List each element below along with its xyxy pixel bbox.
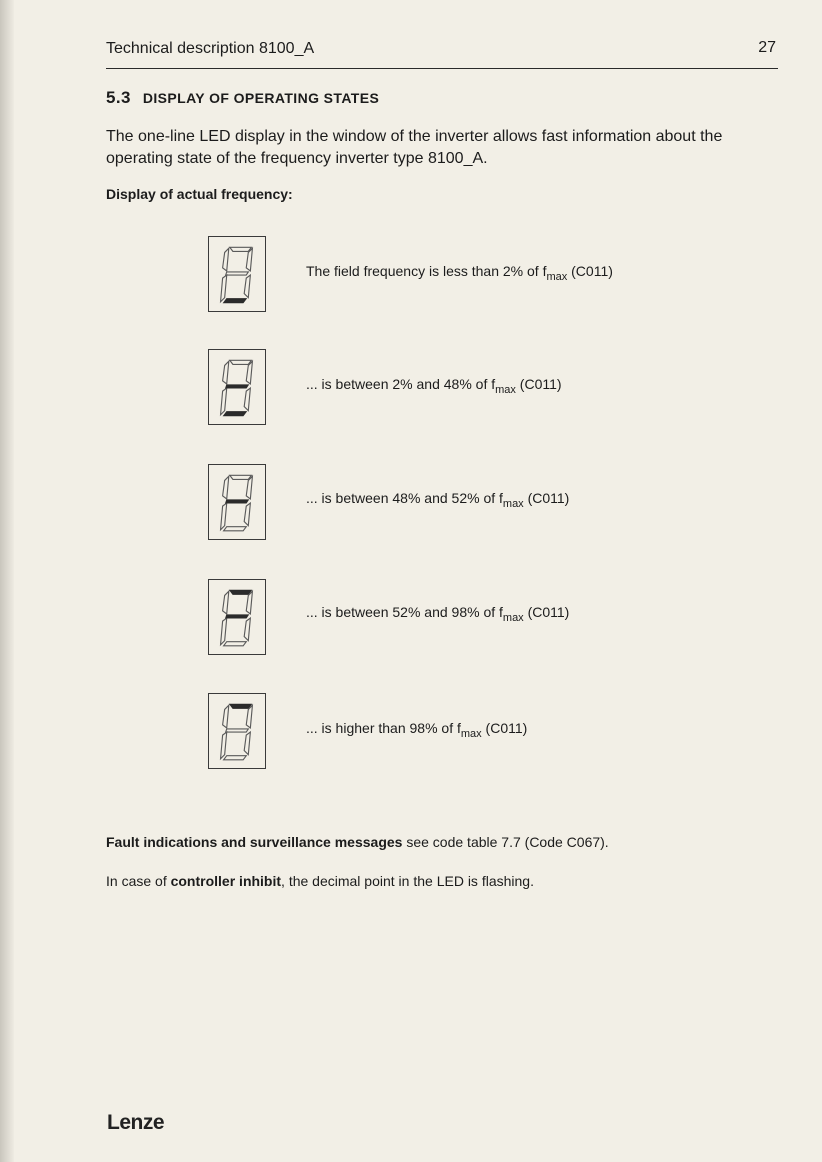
segment-e bbox=[221, 732, 227, 759]
segment-c bbox=[244, 388, 250, 411]
segment-d bbox=[224, 527, 247, 531]
header-title: Technical description 8100_A bbox=[106, 40, 315, 57]
row-text-4 bbox=[306, 720, 527, 740]
segment-a bbox=[230, 704, 252, 708]
segment-d bbox=[224, 756, 247, 760]
led-display-3 bbox=[208, 579, 266, 655]
row-text-main: The field frequency is less than 2% of f bbox=[306, 263, 547, 279]
row-text-main: ... is between 48% and 52% of f bbox=[306, 490, 503, 506]
seven-segment-digit bbox=[209, 237, 265, 311]
segment-f bbox=[223, 248, 229, 271]
segment-a bbox=[230, 590, 252, 594]
subheading-actual-frequency: Display of actual frequency: bbox=[106, 186, 293, 202]
section-title: DISPLAY OF OPERATING STATES bbox=[142, 90, 380, 106]
row-text-1 bbox=[306, 376, 562, 396]
segment-g bbox=[226, 385, 249, 388]
section-heading bbox=[106, 88, 379, 108]
row-text-sub: max bbox=[495, 383, 516, 396]
inhibit-note-pre: In case of bbox=[106, 873, 171, 889]
seven-segment-digit bbox=[209, 694, 265, 768]
led-display-4 bbox=[208, 693, 266, 769]
segment-g bbox=[226, 615, 249, 618]
row-text-sub: max bbox=[502, 611, 524, 624]
row-text-sub: max bbox=[546, 270, 568, 283]
row-text-tail: (C011) bbox=[481, 720, 528, 736]
inhibit-note-rest: , the decimal point in the LED is flashing. bbox=[281, 873, 534, 889]
row-text-tail: (C011) bbox=[523, 604, 570, 620]
segment-f bbox=[223, 591, 229, 614]
row-text-3 bbox=[306, 604, 569, 624]
fault-note-rest: see code table 7.7 (Code C067). bbox=[402, 834, 609, 850]
page-header bbox=[106, 36, 778, 69]
segment-a bbox=[230, 475, 252, 479]
segment-a bbox=[230, 247, 252, 251]
row-text-sub: max bbox=[460, 727, 482, 740]
seven-segment-digit bbox=[209, 465, 265, 539]
segment-f bbox=[223, 476, 229, 499]
row-text-tail: (C011) bbox=[567, 263, 613, 279]
segment-e bbox=[221, 618, 227, 645]
segment-f bbox=[223, 705, 229, 728]
segment-c bbox=[244, 275, 250, 298]
segment-f bbox=[223, 361, 229, 384]
segment-g bbox=[226, 272, 249, 275]
row-text-main: ... is between 52% and 98% of f bbox=[306, 604, 503, 620]
section-number: 5.3 bbox=[106, 88, 131, 107]
row-text-tail: (C011) bbox=[523, 490, 570, 506]
seven-segment-digit bbox=[209, 580, 265, 654]
led-display-1 bbox=[208, 349, 266, 425]
segment-e bbox=[221, 388, 227, 415]
row-text-main: ... is higher than 98% of f bbox=[306, 720, 461, 736]
segment-a bbox=[230, 360, 252, 364]
segment-e bbox=[221, 275, 227, 302]
inhibit-note-bold: controller inhibit bbox=[170, 873, 282, 889]
inhibit-note bbox=[106, 873, 534, 889]
row-text-0 bbox=[306, 263, 613, 283]
segment-d bbox=[224, 412, 247, 416]
segment-c bbox=[244, 618, 250, 641]
segment-c bbox=[244, 503, 250, 526]
row-text-2 bbox=[306, 490, 569, 510]
lenze-logo: Lenze bbox=[107, 1111, 165, 1134]
led-display-0 bbox=[208, 236, 266, 312]
segment-g bbox=[226, 729, 249, 732]
page-number: 27 bbox=[758, 39, 776, 56]
led-display-2 bbox=[208, 464, 266, 540]
row-text-tail: (C011) bbox=[515, 376, 562, 392]
intro-paragraph: The one-line LED display in the window of the inverter allows fast information about the operating state of the frequency inverter type 8100_A. bbox=[106, 128, 723, 167]
segment-c bbox=[244, 732, 250, 755]
segment-e bbox=[221, 503, 227, 530]
segment-d bbox=[224, 642, 247, 646]
seven-segment-digit bbox=[209, 350, 265, 424]
segment-d bbox=[224, 299, 247, 303]
segment-g bbox=[226, 500, 249, 503]
row-text-main: ... is between 2% and 48% of f bbox=[306, 376, 496, 392]
fault-note-bold: Fault indications and surveillance messages bbox=[106, 834, 403, 850]
fault-note bbox=[106, 834, 609, 850]
page-edge-shadow bbox=[0, 0, 14, 1162]
row-text-sub: max bbox=[502, 497, 524, 510]
